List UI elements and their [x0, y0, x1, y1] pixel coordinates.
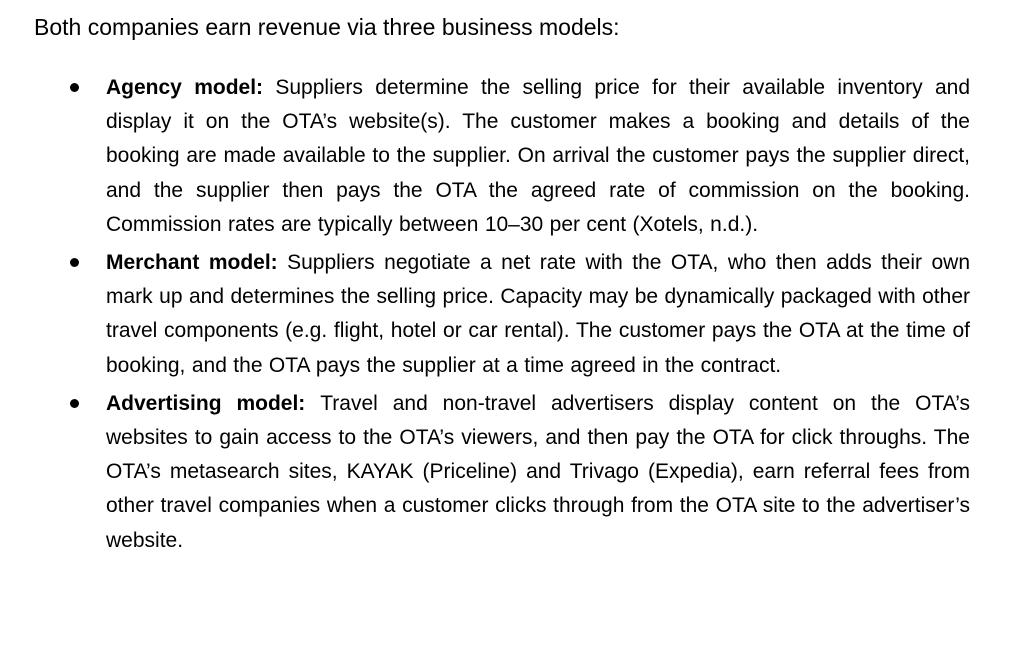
description-merchant-model: Suppliers negotiate a net rate with the OTA, who then adds their own mark up and determines the selling price. Capacity may be dynamically packaged with other travel components (e.g. flight, hotel or car rental). The customer pays the OTA at the time of booking, and the OTA pays the supplier at a time agreed in the contract.: [106, 251, 970, 377]
description-advertising-model: Travel and non-travel advertisers display content on the OTA’s websites to gain access to the OTA’s viewers, and then pay the OTA for click throughs. The OTA’s metasearch sites, KAYAK (Priceline) and Trivago (Expedia), earn referral fees from other travel companies when a customer clicks through from the OTA site to the advertiser’s website.: [106, 391, 970, 552]
list-item-agency-model: [66, 71, 970, 242]
bullet-icon: [70, 399, 79, 408]
term-agency-model: Agency model:: [106, 76, 276, 99]
business-model-list: [66, 71, 970, 562]
bullet-icon: [70, 258, 79, 267]
intro-paragraph: Both companies earn revenue via three business models:: [34, 14, 620, 40]
term-merchant-model: Merchant model:: [106, 251, 288, 275]
list-item-merchant-model: [66, 246, 970, 383]
bullet-icon: [70, 83, 79, 92]
description-agency-model: Suppliers determine the selling price for their available inventory and display it on the OTA’s website(s). The customer makes a booking and details of the booking are made available to the supplier. On arrival the customer pays the supplier direct, and the supplier then pays the OTA the agreed rate of commission on the booking. Commission rates are typically between 10–30 per cent (Xotels, n.d.).: [106, 76, 970, 236]
term-advertising-model: Advertising model:: [106, 391, 321, 415]
list-item-advertising-model: [66, 387, 970, 558]
